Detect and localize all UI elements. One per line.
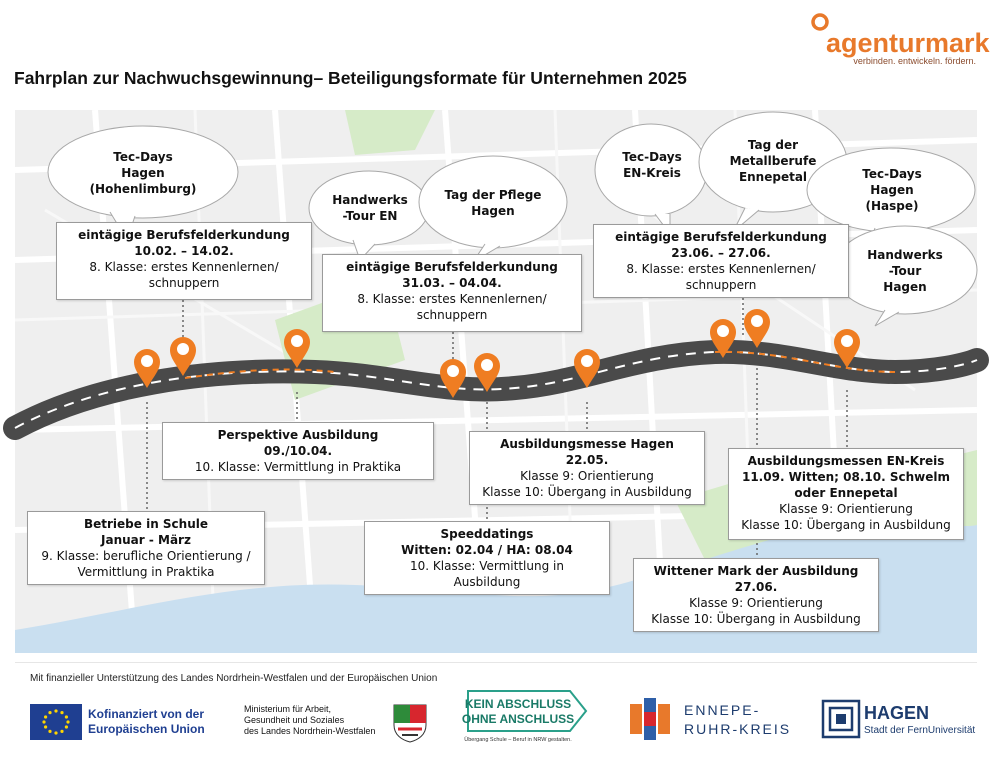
bubble-line: Handwerks	[867, 248, 943, 262]
box-date: 27.06.	[734, 580, 778, 594]
box-title: eintägige Berufsfelderkundung	[615, 230, 827, 244]
bubble-handwerks-tour-hagen	[834, 228, 976, 314]
box-line: Klasse 10: Übergang in Ausbildung	[741, 518, 951, 532]
bubble-line: Tec-Days	[113, 150, 173, 164]
eu-flag-icon	[30, 704, 82, 740]
eu-cofinanced-text	[88, 707, 205, 737]
ennepe-ruhr-kreis-icon	[630, 698, 672, 740]
kein-line2: OHNE ANSCHLUSS	[461, 712, 575, 726]
box-title: Wittener Mark der Ausbildung	[653, 564, 859, 578]
bubble-line: Tag der Pflege	[444, 188, 542, 202]
bubble-line: (Haspe)	[865, 199, 919, 213]
box-ausbildungsmesse-hagen	[469, 431, 705, 505]
footer-divider	[15, 662, 977, 663]
box-date: oder Ennepetal	[794, 486, 898, 500]
bubble-line: Hagen	[121, 166, 165, 180]
box-date: Januar - März	[101, 533, 191, 547]
nrw-line: Gesundheit und Soziales	[244, 715, 345, 725]
box-date: 09./10.04.	[263, 444, 333, 458]
kein-line1: KEIN ABSCHLUSS	[464, 697, 572, 711]
bubble-line: Handwerks	[332, 193, 408, 207]
box-wittener-mark	[633, 558, 879, 632]
agenturmark-claim: verbinden. entwickeln. fördern.	[853, 56, 976, 66]
hagen-logo-icon	[822, 700, 860, 738]
bubble-line: Ennepetal	[738, 170, 808, 184]
box-title: Betriebe in Schule	[83, 517, 209, 531]
box-title: Perspektive Ausbildung	[217, 428, 379, 442]
hagen-subtitle: Stadt der FernUniversität	[864, 725, 976, 736]
ennepe-ruhr-kreis-text	[684, 701, 791, 739]
en-line: ENNEPE-	[684, 702, 761, 718]
bubble-line: -Tour EN	[342, 209, 398, 223]
bubble-line: (Hohenlimburg)	[89, 182, 197, 196]
bubble-tec-days-hohenlimburg	[48, 130, 238, 216]
nrw-line: des Landes Nordrhein-Westfalen	[244, 726, 376, 736]
box-line: Klasse 9: Orientierung	[779, 502, 913, 516]
box-title: Ausbildungsmessen EN-Kreis	[747, 454, 945, 468]
box-speeddatings	[364, 521, 610, 595]
box-date: 22.05.	[565, 453, 609, 467]
box-line: schnuppern	[148, 276, 220, 290]
bubble-line: Hagen	[870, 183, 914, 197]
box-line: 8. Klasse: erstes Kennenlernen/	[357, 292, 547, 306]
bubble-line: Tec-Days	[622, 150, 682, 164]
bubble-tec-days-en-kreis	[596, 128, 708, 202]
box-line: 9. Klasse: berufliche Orientierung /	[41, 549, 251, 563]
box-ausbildungsmessen-en-kreis	[728, 448, 964, 540]
box-line: Ausbildung	[453, 575, 521, 589]
box-line: 10. Klasse: Vermittlung in Praktika	[194, 460, 402, 474]
box-date: Witten: 02.04 / HA: 08.04	[401, 543, 573, 557]
eu-line: Kofinanziert von der	[88, 707, 205, 721]
nrw-ministry-text	[244, 704, 375, 737]
box-betriebe-in-schule	[27, 511, 265, 585]
hagen-title: HAGEN	[864, 703, 930, 723]
box-date: 11.09. Witten; 08.10. Schwelm	[741, 470, 950, 484]
box-line: Klasse 9: Orientierung	[689, 596, 823, 610]
bubble-line: Metallberufe	[729, 154, 817, 168]
box-line: schnuppern	[416, 308, 488, 322]
box-berufsfelderkundung-feb	[56, 222, 312, 300]
en-line: RUHR-KREIS	[684, 721, 792, 737]
box-perspektive-ausbildung	[162, 422, 434, 480]
box-date: 10.02. – 14.02.	[134, 244, 234, 258]
bubble-line: Hagen	[883, 280, 927, 294]
bubble-line: Tec-Days	[862, 167, 922, 181]
bubble-line: Tag der	[747, 138, 799, 152]
box-line: 10. Klasse: Vermittlung in	[410, 559, 564, 573]
agenturmark-wordmark: agenturmark	[826, 28, 990, 58]
nrw-coat-of-arms-icon	[392, 703, 428, 743]
box-title: Ausbildungsmesse Hagen	[500, 437, 674, 451]
bubble-handwerks-tour-en	[312, 172, 428, 244]
kein-sub: Übergang Schule – Beruf in NRW gestalten.	[464, 737, 572, 743]
box-line: 8. Klasse: erstes Kennenlernen/	[626, 262, 816, 276]
box-berufsfelderkundung-jun	[593, 224, 849, 298]
box-date: 31.03. – 04.04.	[402, 276, 502, 290]
kein-abschluss-logo	[461, 687, 590, 745]
box-berufsfelderkundung-apr	[322, 254, 582, 332]
bubble-line: EN-Kreis	[623, 166, 681, 180]
bubble-tec-days-haspe	[808, 150, 976, 230]
page-title: Fahrplan zur Nachwuchsgewinnung– Beteiligungsformate für Unternehmen 2025	[14, 68, 687, 88]
box-line: Klasse 10: Übergang in Ausbildung	[651, 612, 861, 626]
bubble-line: Hagen	[471, 204, 515, 218]
box-line: Vermittlung in Praktika	[77, 565, 215, 579]
nrw-line: Ministerium für Arbeit,	[244, 704, 332, 714]
box-title: eintägige Berufsfelderkundung	[346, 260, 558, 274]
box-title: Speeddatings	[440, 527, 534, 541]
bubble-tag-der-pflege	[420, 160, 566, 246]
box-title: eintägige Berufsfelderkundung	[78, 228, 290, 242]
box-line: Klasse 9: Orientierung	[520, 469, 654, 483]
box-line: schnuppern	[685, 278, 757, 292]
box-line: Klasse 10: Übergang in Ausbildung	[482, 485, 692, 499]
box-date: 23.06. – 27.06.	[671, 246, 771, 260]
bubble-line: -Tour	[888, 264, 922, 278]
eu-line: Europäischen Union	[88, 722, 205, 736]
box-line: 8. Klasse: erstes Kennenlernen/	[89, 260, 279, 274]
funding-note: Mit finanzieller Unterstützung des Landes Nordrhein-Westfalen und der Europäischen Union	[30, 673, 438, 684]
